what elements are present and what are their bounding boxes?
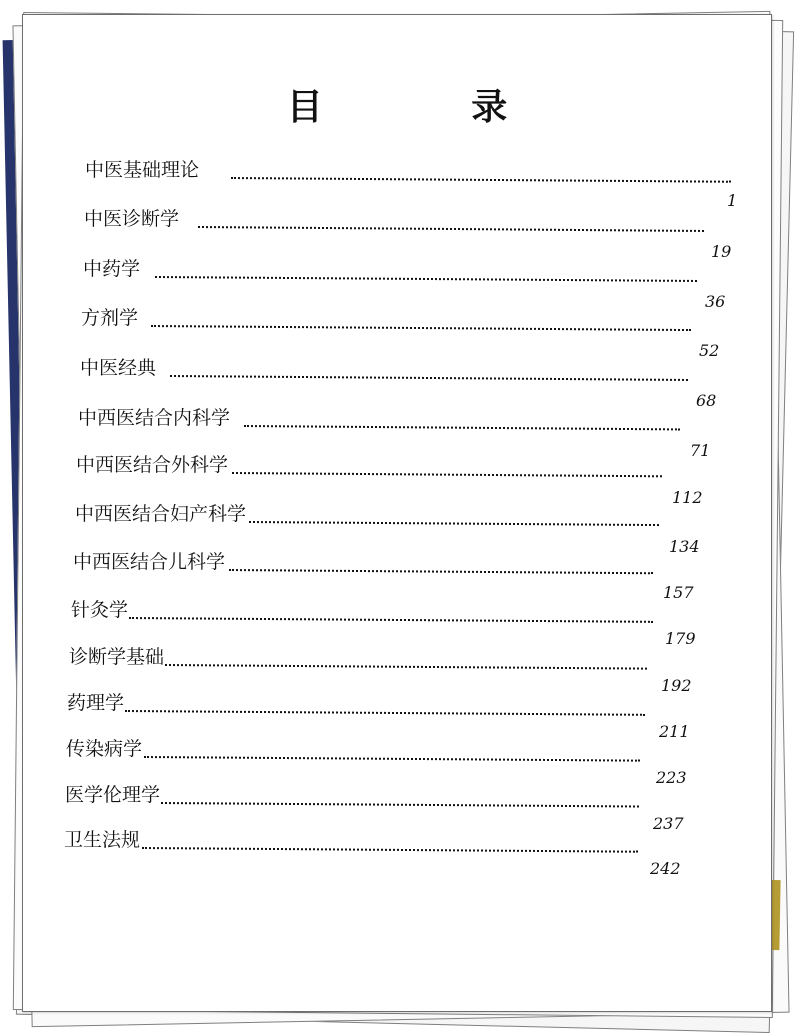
dot-leader: [244, 425, 680, 430]
toc-entry: [85, 155, 745, 210]
toc-entry-page: 19: [711, 242, 732, 261]
toc-entry-label: 中西医结合妇产科学: [75, 503, 247, 525]
toc-entry: [66, 734, 726, 787]
toc-entry: [67, 688, 727, 741]
toc-entry-page: 179: [665, 629, 696, 648]
toc-entry-label: 中西医结合内科学: [78, 407, 231, 429]
toc-entry: [76, 450, 736, 507]
toc-entry: [65, 780, 725, 833]
toc-entry-page: 1: [727, 191, 738, 210]
dot-leader: [142, 847, 638, 853]
toc-entry-page: 71: [690, 441, 711, 460]
toc-entry: [73, 547, 733, 602]
toc-entry-page: 223: [656, 768, 687, 787]
toc-entry: [64, 825, 724, 878]
toc-entry-label: 中医经典: [80, 357, 157, 379]
toc-entry-label: 医学伦理学: [65, 784, 161, 806]
toc-entry: [84, 204, 744, 261]
toc-entry: [78, 403, 738, 460]
dot-leader: [129, 617, 653, 623]
toc-entry-page: 68: [696, 391, 717, 410]
toc-entry-page: 211: [659, 722, 690, 741]
dot-leader: [165, 664, 647, 670]
toc-entry: [83, 254, 743, 311]
dot-leader: [125, 710, 645, 716]
toc-page: [22, 14, 772, 1012]
toc-entry-label: 方剂学: [81, 307, 139, 329]
toc-entry-label: 传染病学: [66, 738, 143, 760]
toc-entry: [80, 353, 740, 410]
toc-entry-label: 卫生法规: [64, 829, 141, 851]
dot-leader: [231, 177, 731, 183]
toc-entry-page: 242: [650, 859, 681, 878]
dot-leader: [198, 226, 704, 232]
toc-entry-page: 36: [705, 292, 726, 311]
toc-entry-label: 中药学: [83, 258, 141, 280]
toc-entry-label: 中西医结合外科学: [76, 454, 229, 476]
toc-entry: [81, 303, 741, 360]
dot-leader: [170, 375, 688, 381]
toc-entry: [69, 642, 729, 695]
toc-entry-label: 中西医结合儿科学: [73, 551, 226, 573]
toc-entry-page: 192: [661, 676, 692, 695]
toc-title: 目 录: [286, 87, 576, 128]
toc-entry-page: 52: [699, 341, 720, 360]
toc-entry-label: 中医基础理论: [85, 159, 200, 181]
dot-leader: [155, 276, 697, 282]
dot-leader: [249, 521, 659, 526]
dot-leader: [151, 325, 691, 331]
dot-leader: [232, 472, 662, 477]
toc-entry-label: 药理学: [67, 692, 125, 714]
dot-leader: [229, 569, 653, 574]
toc-entry: [75, 499, 735, 556]
dot-leader: [144, 756, 640, 762]
toc-list: [23, 15, 771, 1011]
toc-entry-label: 中医诊断学: [84, 208, 180, 230]
toc-entry-page: 157: [663, 583, 694, 602]
toc-entry-label: 诊断学基础: [69, 646, 165, 668]
toc-entry: [71, 595, 731, 648]
dot-leader: [161, 802, 639, 808]
toc-entry-page: 237: [653, 814, 684, 833]
toc-entry-label: 针灸学: [71, 599, 129, 621]
toc-entry-page: 134: [669, 537, 700, 556]
toc-entry-page: 112: [672, 488, 703, 507]
